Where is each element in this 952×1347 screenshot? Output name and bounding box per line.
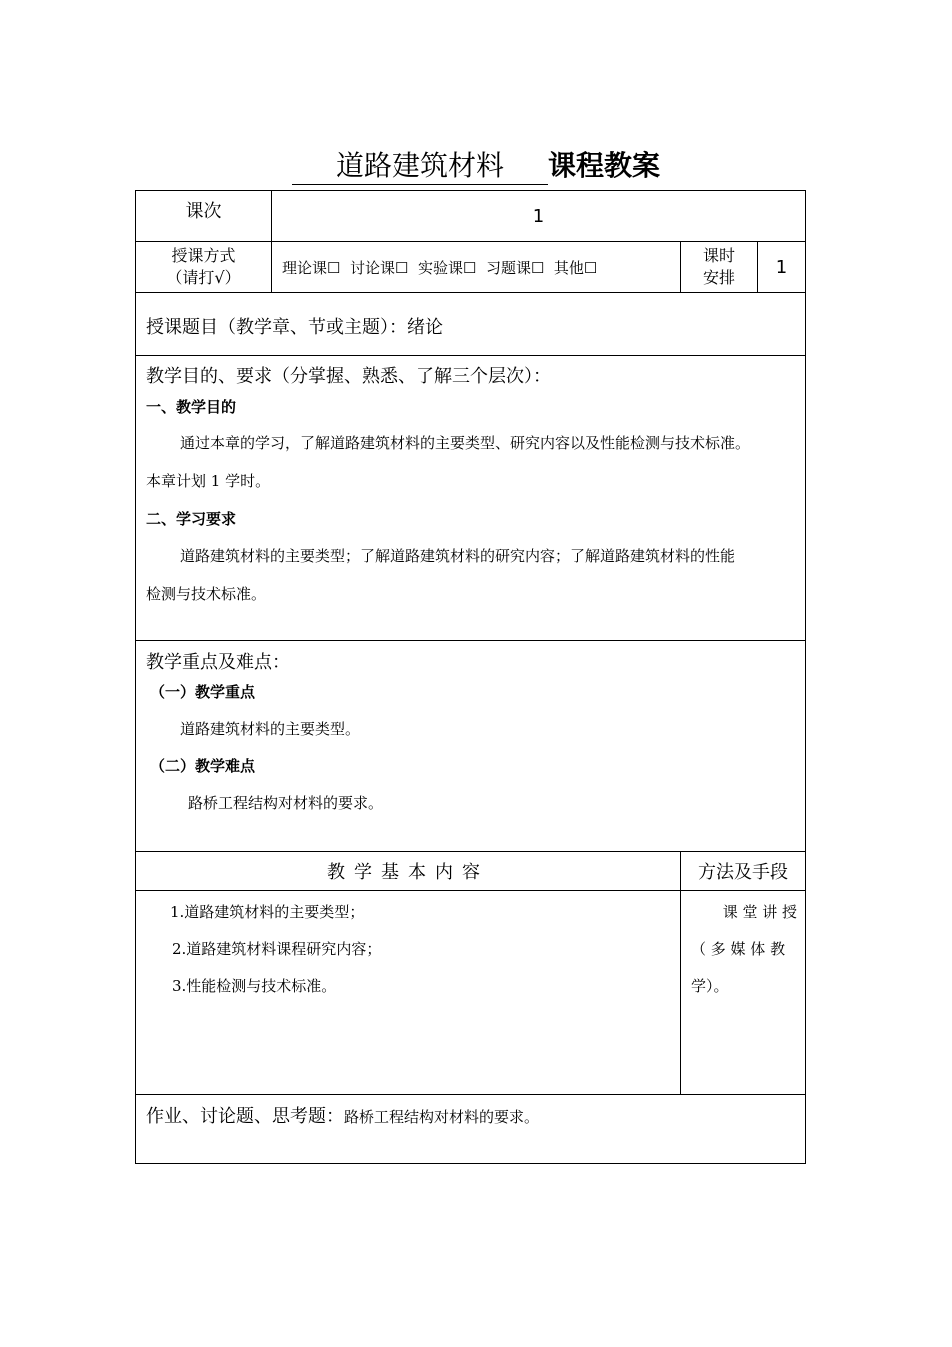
content-item-3: 3.性能检测与技术标准。 [172, 977, 337, 995]
content-item-2: 2.道路建筑材料课程研究内容； [172, 940, 382, 958]
method-cell [680, 891, 805, 1094]
objectives-section2-title: 二、学习要求 [146, 510, 237, 528]
keypoints-section2-text: 路桥工程结构对材料的要求。 [188, 794, 384, 812]
objectives-section2-line1: 道路建筑材料的主要类型；了解道路建筑材料的研究内容；了解道路建筑材料的性能 [180, 547, 736, 565]
session-value: 1 [271, 191, 805, 241]
method-label-line1: 授课方式 [171, 246, 236, 265]
row-topic [135, 293, 806, 356]
row-objectives [135, 356, 806, 641]
title-suffix: 课程教案 [548, 149, 661, 182]
hours-label [680, 242, 757, 292]
method-line1: 课 堂 讲 授 [722, 903, 797, 921]
keypoints-section1-title: （一）教学重点 [150, 683, 256, 701]
method-header: 方法及手段 [680, 852, 805, 890]
course-name: 道路建筑材料 [292, 148, 548, 185]
session-label: 课次 [185, 201, 222, 222]
method-line3: 学）。 [691, 977, 729, 995]
row-session [135, 190, 806, 242]
row-content-header [135, 852, 806, 891]
method-label [136, 242, 271, 292]
homework-text: 路桥工程结构对材料的要求。 [344, 1108, 540, 1126]
content-header: 教学基本内容 [327, 862, 489, 883]
objectives-section2-line2: 检测与技术标准。 [146, 585, 267, 603]
keypoints-heading: 教学重点及难点： [146, 652, 290, 673]
row-homework [135, 1095, 806, 1164]
row-content-body [135, 891, 806, 1095]
page-title [0, 148, 952, 185]
homework-line [146, 1102, 539, 1128]
row-keypoints [135, 641, 806, 852]
keypoints-section1-text: 道路建筑材料的主要类型。 [180, 720, 361, 738]
hours-value: 1 [757, 242, 805, 292]
objectives-section1-line2: 本章计划 1 学时。 [146, 472, 271, 490]
method-options[interactable]: 理论课☐ 讨论课☐ 实验课☐ 习题课☐ 其他☐ [271, 242, 680, 292]
row-method [135, 242, 806, 293]
method-line2: （ 多 媒 体 教 [691, 940, 786, 958]
homework-label: 作业、讨论题、思考题： [146, 1106, 344, 1127]
objectives-section1-line1: 通过本章的学习，了解道路建筑材料的主要类型、研究内容以及性能检测与技术标准。 [180, 434, 751, 452]
objectives-section1-title: 一、教学目的 [146, 398, 237, 416]
hours-label-line1: 课时 [702, 246, 735, 265]
content-list [136, 891, 680, 1094]
keypoints-section2-title: （二）教学难点 [150, 757, 256, 775]
objectives-heading: 教学目的、要求（分掌握、熟悉、了解三个层次）： [146, 366, 551, 387]
method-label-line2: （请打√） [166, 268, 241, 287]
topic-text: 授课题目（教学章、节或主题）：绪论 [146, 317, 443, 338]
content-item-1: 1.道路建筑材料的主要类型； [170, 903, 365, 921]
hours-label-line2: 安排 [702, 268, 735, 287]
